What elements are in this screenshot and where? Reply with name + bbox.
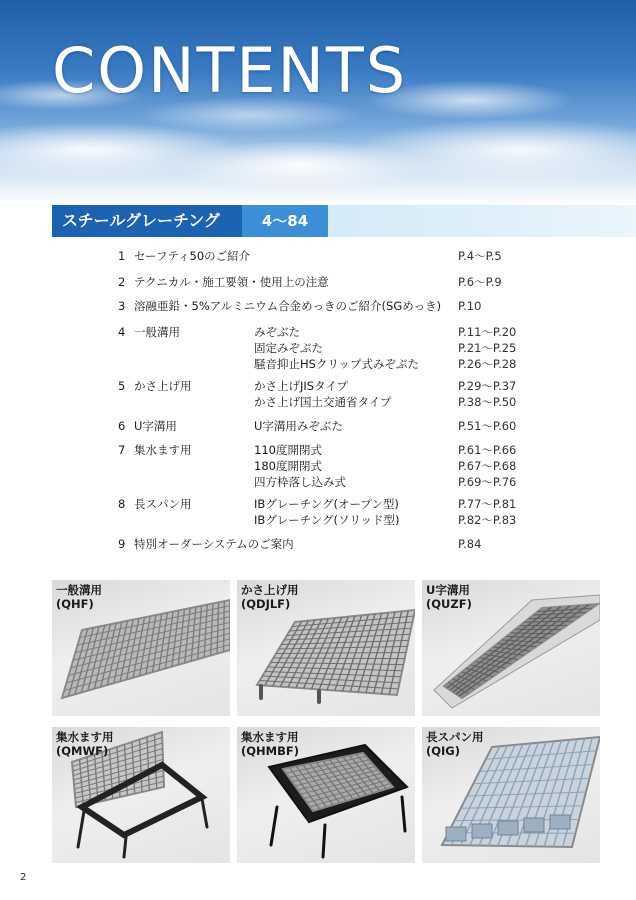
toc-page-range: P.38～P.50 xyxy=(458,395,517,409)
product-code: (QHMBF) xyxy=(241,744,299,758)
toc-label: 溶融亜鉛・5%アルミニウム合金めっきのご紹介(SGめっき) xyxy=(134,299,442,313)
toc-number: 5 xyxy=(118,379,126,393)
product-name: 長スパン用 xyxy=(426,730,484,744)
product-name: 一般溝用 xyxy=(56,583,102,597)
toc-label: セーフティ50のご紹介 xyxy=(134,249,251,263)
toc-row xyxy=(118,248,588,264)
section-name: スチールグレーチング xyxy=(52,205,242,237)
product-tile xyxy=(422,580,600,716)
toc-page-range: P.77～P.81 xyxy=(458,497,517,511)
product-label xyxy=(241,730,299,758)
product-label xyxy=(56,730,114,758)
toc-subitem: かさ上げJISタイプ xyxy=(254,379,349,393)
toc-subitem: IBグレーチング(オープン型) xyxy=(254,497,399,511)
product-name: 集水ます用 xyxy=(241,730,299,744)
toc-row xyxy=(118,356,588,372)
toc-subitem: みぞぶた xyxy=(254,325,300,339)
product-tile xyxy=(422,727,600,863)
toc-label: 特別オーダーシステムのご案内 xyxy=(134,537,294,551)
section-header xyxy=(52,205,636,237)
toc-label: かさ上げ用 xyxy=(134,379,192,393)
product-tile xyxy=(237,580,415,716)
toc-number: 9 xyxy=(118,537,126,551)
toc-row xyxy=(118,442,588,458)
product-label xyxy=(241,583,299,611)
toc-subitem: 180度開閉式 xyxy=(254,459,322,473)
product-code: (QIG) xyxy=(426,744,461,758)
toc-page-range: P.11～P.20 xyxy=(458,325,517,339)
toc-row xyxy=(118,536,588,552)
product-code: (QHF) xyxy=(56,597,94,611)
toc-row xyxy=(118,458,588,474)
toc-subitem: かさ上げ国土交通省タイプ xyxy=(254,395,392,409)
product-label xyxy=(56,583,102,611)
product-code: (QMWF) xyxy=(56,744,109,758)
section-page-range: 4～84 xyxy=(242,205,328,237)
toc-row xyxy=(118,418,588,434)
toc-subitem: 騒音抑止HSクリップ式みぞぶた xyxy=(254,357,419,371)
product-name: 集水ます用 xyxy=(56,730,114,744)
product-code: (QUZF) xyxy=(426,597,472,611)
toc-row xyxy=(118,298,588,314)
product-tile xyxy=(52,580,230,716)
page-title: CONTENTS xyxy=(52,34,408,107)
sky-header xyxy=(0,0,636,205)
toc-page-range: P.10 xyxy=(458,299,482,313)
toc-label: テクニカル・施工要領・使用上の注意 xyxy=(134,275,329,289)
toc-row xyxy=(118,274,588,290)
product-tile xyxy=(237,727,415,863)
toc-number: 8 xyxy=(118,497,126,511)
product-tile xyxy=(52,727,230,863)
toc-subitem: IBグレーチング(ソリッド型) xyxy=(254,513,400,527)
toc-page-range: P.51～P.60 xyxy=(458,419,517,433)
toc-row xyxy=(118,512,588,528)
toc-row xyxy=(118,378,588,394)
toc-label: 一般溝用 xyxy=(134,325,180,339)
toc-page-range: P.29～P.37 xyxy=(458,379,517,393)
toc-page-range: P.6～P.9 xyxy=(458,275,502,289)
product-label xyxy=(426,730,484,758)
toc-number: 1 xyxy=(118,249,126,263)
toc-row xyxy=(118,340,588,356)
toc-number: 2 xyxy=(118,275,126,289)
toc-row xyxy=(118,496,588,512)
toc-number: 7 xyxy=(118,443,126,457)
toc-label: U字溝用 xyxy=(134,419,177,433)
toc-number: 4 xyxy=(118,325,126,339)
toc-page-range: P.84 xyxy=(458,537,482,551)
product-name: かさ上げ用 xyxy=(241,583,299,597)
toc-label: 集水ます用 xyxy=(134,443,192,457)
toc-subitem: U字溝用みぞぶた xyxy=(254,419,343,433)
toc-label: 長スパン用 xyxy=(134,497,192,511)
toc-row xyxy=(118,394,588,410)
toc-page-range: P.21～P.25 xyxy=(458,341,517,355)
toc-subitem: 固定みぞぶた xyxy=(254,341,323,355)
toc-subitem: 四方枠落し込み式 xyxy=(254,475,346,489)
product-label xyxy=(426,583,472,611)
toc-number: 6 xyxy=(118,419,126,433)
toc-number: 3 xyxy=(118,299,126,313)
toc-page-range: P.4～P.5 xyxy=(458,249,502,263)
product-name: U字溝用 xyxy=(426,583,470,597)
toc-page-range: P.26～P.28 xyxy=(458,357,517,371)
page-number: 2 xyxy=(20,872,27,883)
toc-page-range: P.69～P.76 xyxy=(458,475,517,489)
product-code: (QDJLF) xyxy=(241,597,291,611)
toc-row xyxy=(118,474,588,490)
toc-page-range: P.61～P.66 xyxy=(458,443,517,457)
toc-page-range: P.82～P.83 xyxy=(458,513,517,527)
toc-subitem: 110度開閉式 xyxy=(254,443,322,457)
toc-row xyxy=(118,324,588,340)
toc-page-range: P.67～P.68 xyxy=(458,459,517,473)
